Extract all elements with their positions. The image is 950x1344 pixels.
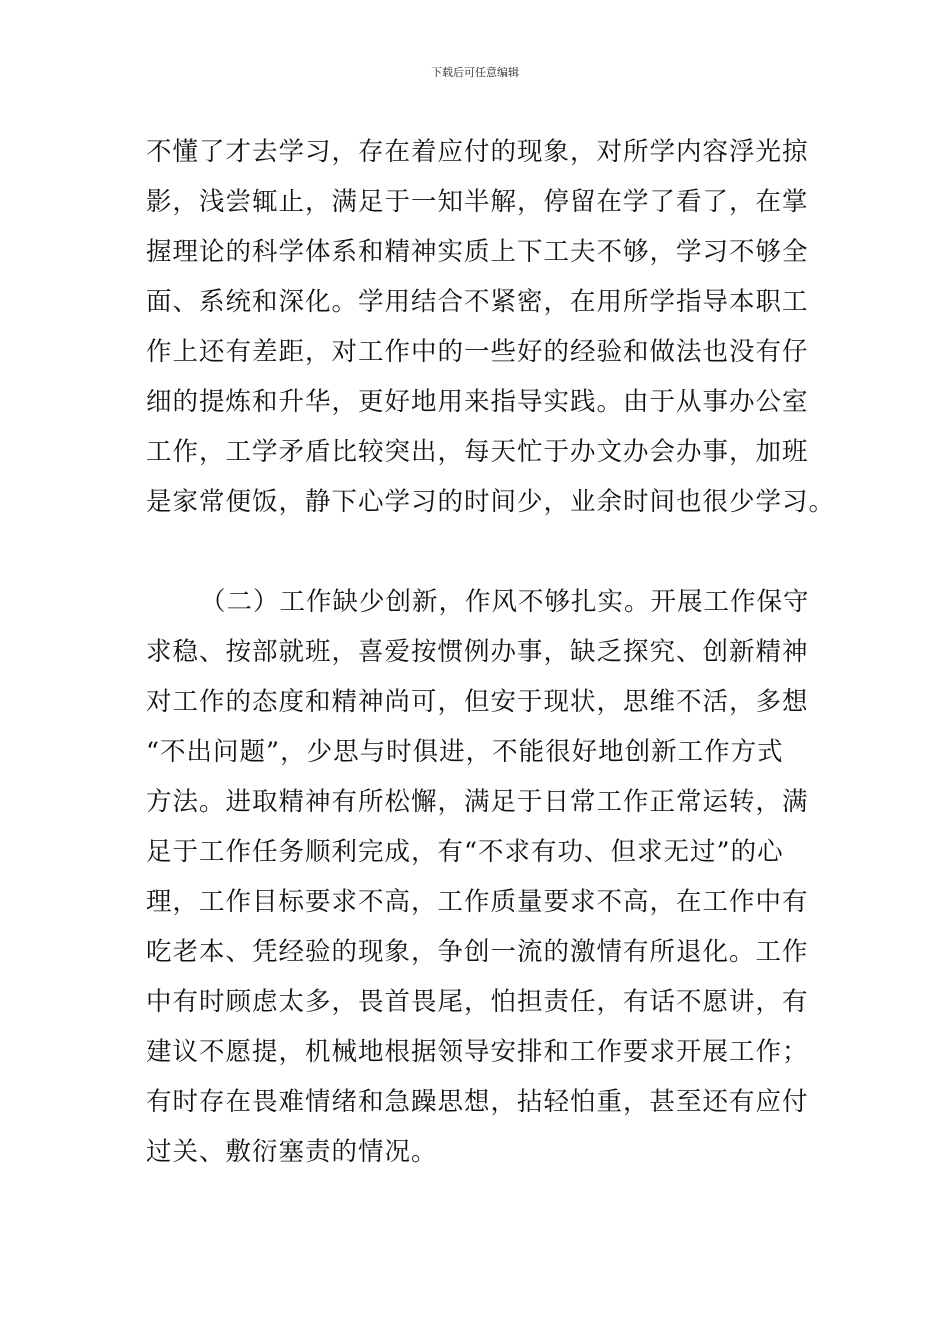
text-line: 有时存在畏难情绪和急躁思想，拈轻怕重，甚至还有应付	[146, 1087, 809, 1117]
text-line: 细的提炼和升华，更好地用来指导实践。由于从事办公室	[146, 387, 809, 417]
paragraph-2	[146, 577, 816, 1177]
text-line: 建议不愿提，机械地根据领导安排和工作要求开展工作；	[146, 1037, 809, 1067]
text-line: 对工作的态度和精神尚可，但安于现状，思维不活，多想	[146, 687, 809, 717]
paragraph-1	[146, 127, 836, 527]
text-line: 作上还有差距，对工作中的一些好的经验和做法也没有仔	[146, 337, 809, 367]
text-line: 面、系统和深化。学用结合不紧密，在用所学指导本职工	[146, 287, 809, 317]
text-line: 不懂了才去学习，存在着应付的现象，对所学内容浮光掠	[146, 137, 809, 167]
section-heading-line: （二）工作缺少创新，作风不够扎实。开展工作保守	[200, 587, 810, 617]
text-line: 理，工作目标要求不高，工作质量要求不高，在工作中有	[146, 887, 809, 917]
text-line: 握理论的科学体系和精神实质上下工夫不够，学习不够全	[146, 237, 809, 267]
text-line: 吃老本、凭经验的现象，争创一流的激情有所退化。工作	[146, 937, 809, 967]
text-line: 中有时顾虑太多，畏首畏尾，怕担责任，有话不愿讲，有	[146, 987, 809, 1017]
page-header: 下载后可任意编辑	[431, 66, 519, 79]
text-line: 是家常便饭，静下心学习的时间少，业余时间也很少学习。	[146, 487, 836, 517]
text-line: “不出问题”，少思与时俱进，不能很好地创新工作方式	[146, 737, 784, 767]
text-line: 足于工作任务顺利完成，有“不求有功、但求无过”的心	[146, 837, 784, 867]
text-line: 影，浅尝辄止，满足于一知半解，停留在学了看了，在掌	[146, 187, 809, 217]
text-line: 工作，工学矛盾比较突出，每天忙于办文办会办事，加班	[146, 437, 809, 467]
text-line: 方法。进取精神有所松懈，满足于日常工作正常运转，满	[146, 787, 809, 817]
text-line: 过关、敷衍塞责的情况。	[146, 1137, 438, 1167]
text-line: 求稳、按部就班，喜爱按惯例办事，缺乏探究、创新精神	[146, 637, 809, 667]
